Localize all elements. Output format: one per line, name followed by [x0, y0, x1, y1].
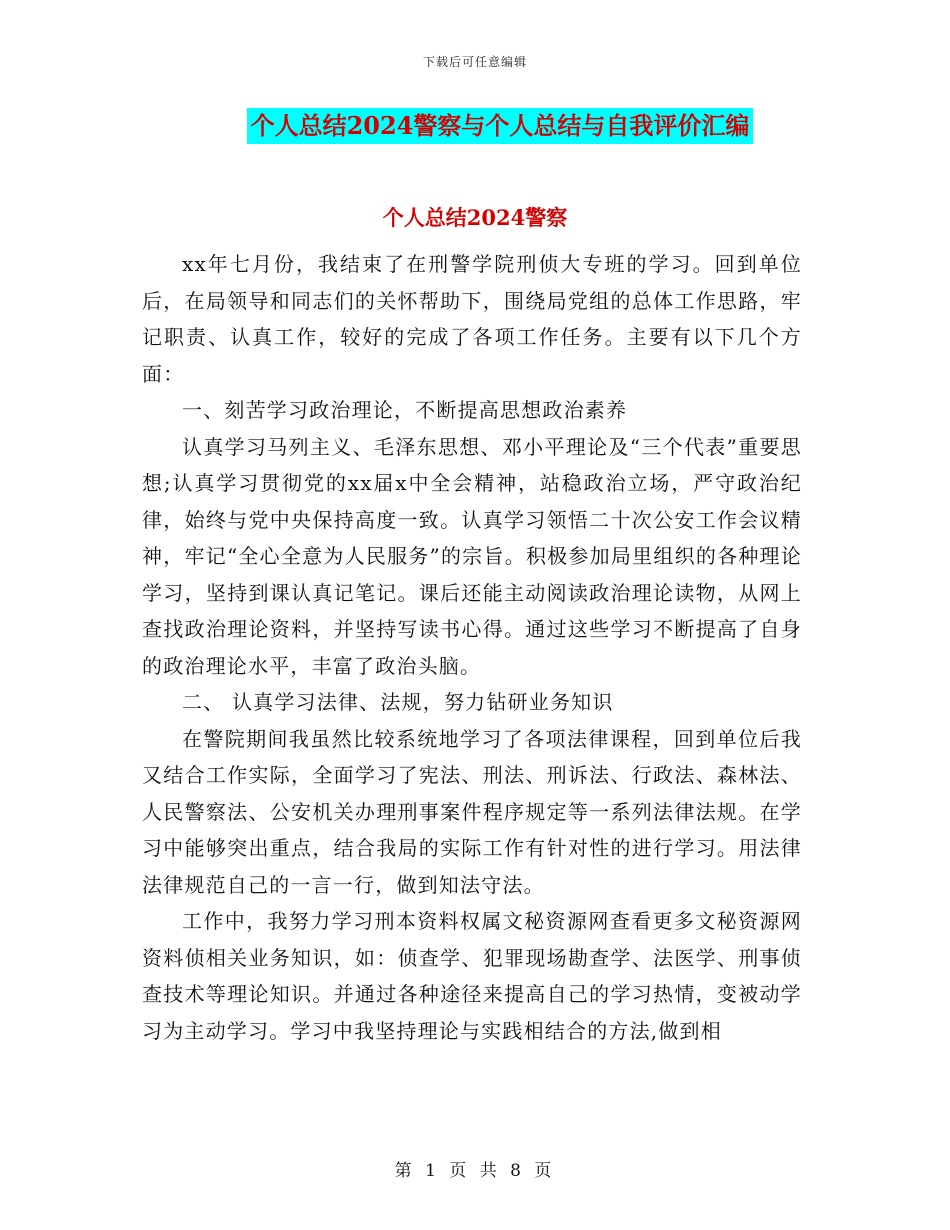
heading-political-study: 一、刻苦学习政治理论，不断提高思想政治素养	[182, 398, 628, 422]
main-title-container	[0, 108, 950, 144]
paragraph-work-study: 工作中，我努力学习刑本资料权属文秘资源网查看更多文秘资源网资料侦相关业务知识，如：侦查学、犯罪现场勘查学、法医学、刑事侦查技术等理论知识。并通过各种途径来提高自己的学习热情，变被动学习为主动学习。学习中我坚持理论与实践相结合的方法,做到相	[142, 909, 802, 1043]
page-footer: 第 1 页 共 8 页	[394, 1161, 556, 1181]
heading-legal-study: 二、 认真学习法律、法规，努力钻研业务知识	[182, 690, 614, 714]
paragraph-legal-study: 在警院期间我虽然比较系统地学习了各项法律课程，回到单位后我又结合工作实际，全面学习了宪法、刑法、刑诉法、行政法、森林法、人民警察法、公安机关办理刑事案件程序规定等一系列法律法规。在学习中能够突出重点，结合我局的实际工作有针对性的进行学习。用法律法律规范自己的一言一行，做到知法守法。	[142, 726, 802, 897]
document-body	[142, 246, 802, 1049]
paragraph-intro: xx年七月份，我结束了在刑警学院刑侦大专班的学习。回到单位后，在局领导和同志们的关怀帮助下，围绕局党组的总体工作思路，牢记职责、认真工作，较好的完成了各项工作任务。主要有以下几个方面：	[142, 252, 802, 386]
main-title: 个人总结2024警察与个人总结与自我评价汇编	[247, 108, 754, 144]
header-note: 下载后可任意编辑	[422, 55, 527, 69]
section-title: 个人总结2024警察	[382, 205, 568, 230]
paragraph-political-study: 认真学习马列主义、毛泽东思想、邓小平理论及“三个代表”重要思想;认真学习贯彻党的xx届x中全会精神，站稳政治立场，严守政治纪律，始终与党中央保持高度一致。认真学习领悟二十次公安工作会议精神，牢记“全心全意为人民服务”的宗旨。积极参加局里组织的各种理论学习，坚持到课认真记笔记。课后还能主动阅读政治理论读物，从网上查找政治理论资料，并坚持写读书心得。通过这些学习不断提高了自身的政治理论水平，丰富了政治头脑。	[142, 434, 802, 678]
